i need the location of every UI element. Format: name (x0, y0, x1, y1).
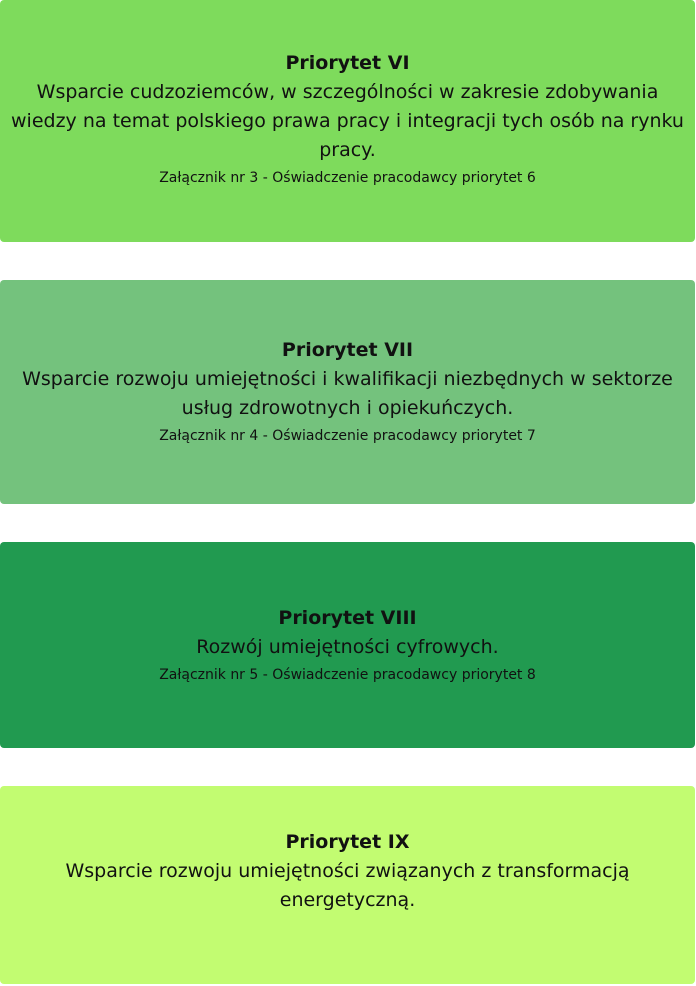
priority-card-6 (0, 0, 695, 242)
priority-card-7 (0, 280, 695, 504)
attachment-link[interactable]: Załącznik nr 3 - Oświadczenie pracodawcy priorytet 6 (159, 169, 536, 186)
priority-description: Wsparcie cudzoziemców, w szczególności w zakresie zdobywania wiedzy na temat polskiego prawa pracy i integracji tych osób na rynku pracy. (11, 80, 684, 161)
priority-card-content (6, 828, 689, 915)
priority-card-content (6, 49, 689, 190)
priority-title: Priorytet IX (285, 830, 410, 853)
priority-card-8 (0, 542, 695, 748)
priority-title: Priorytet VI (285, 51, 410, 74)
priority-description: Rozwój umiejętności cyfrowych. (196, 635, 499, 658)
attachment-link[interactable]: Załącznik nr 5 - Oświadczenie pracodawcy priorytet 8 (159, 666, 536, 683)
attachment-link[interactable]: Załącznik nr 4 - Oświadczenie pracodawcy priorytet 7 (159, 428, 536, 444)
priority-card-content (6, 336, 689, 448)
priority-description: Wsparcie rozwoju umiejętności i kwalifikacji niezbędnych w sektorze usług zdrowotnych i opiekuńczych. (22, 368, 673, 419)
priority-title: Priorytet VII (281, 339, 414, 361)
priority-description: Wsparcie rozwoju umiejętności związanych z transformacją energetyczną. (65, 859, 630, 911)
priority-card-9 (0, 786, 695, 984)
priority-card-content (159, 604, 536, 687)
priority-title: Priorytet VIII (278, 606, 417, 629)
